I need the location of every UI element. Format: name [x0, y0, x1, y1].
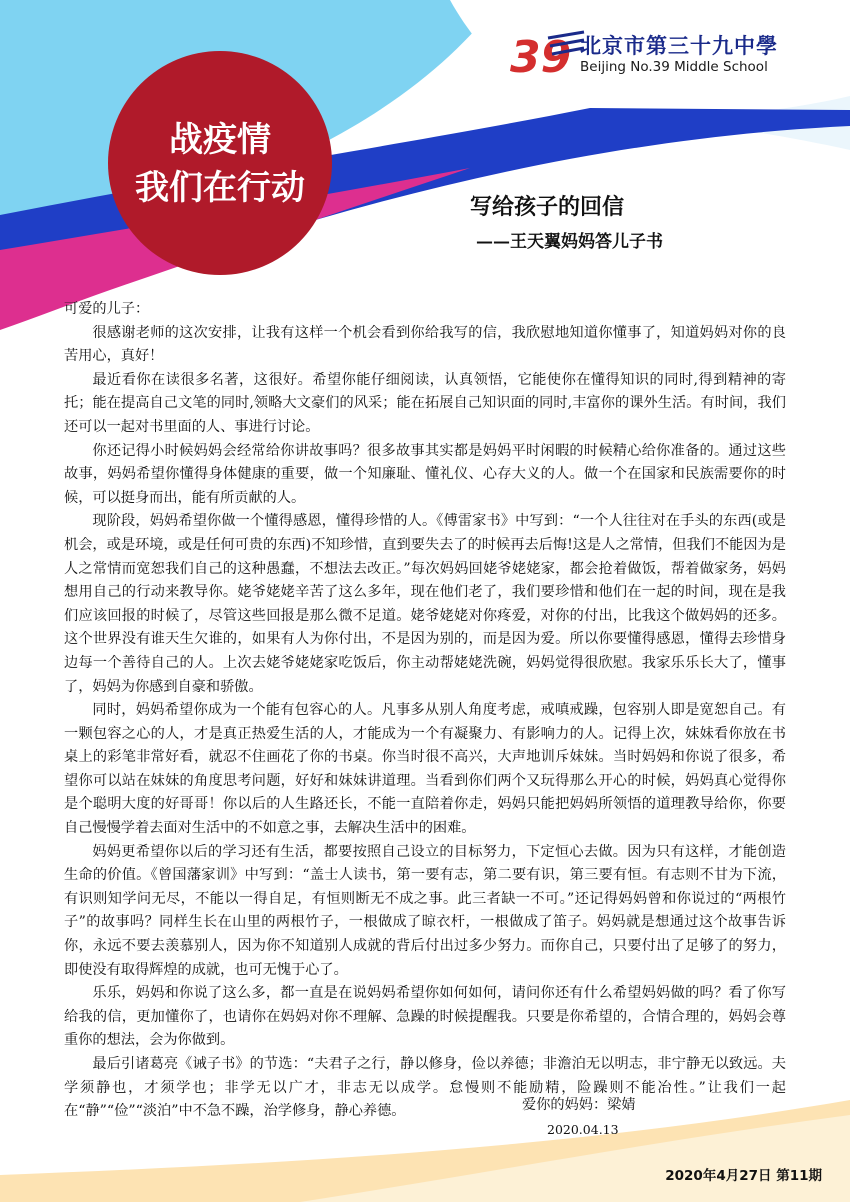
school-name-english: Beijing No.39 Middle School — [580, 59, 768, 75]
article-title: 写给孩子的回信 — [470, 194, 625, 220]
letter-paragraph: 最后引诸葛亮《诫子书》的节选：“夫君子之行，静以修身，俭以养德；非澹泊无以明志，非宁静无以致远。夫学须静也，才须学也；非学无以广才，非志无以成学。怠慢则不能励精，险躁则不能冶性。”让我们一起在“静”“俭”“淡泊”中不急不躁，治学修身，静心养德。 — [64, 1056, 786, 1120]
letter-date: 2020.04.13 — [547, 1122, 619, 1137]
school-logo-icon — [508, 28, 588, 80]
letter-body — [64, 298, 786, 1124]
school-logo-numeral: 39 — [510, 32, 572, 80]
issue-date-label: 2020年4月27日 第11期 — [665, 1168, 822, 1184]
letter-salutation: 可爱的儿子： — [64, 301, 150, 317]
school-name-chinese: 北京市第三十九中學 — [580, 34, 778, 58]
letter-paragraph: 同时，妈妈希望你成为一个能有包容心的人。凡事多从别人角度考虑，戒嗔戒躁，包容别人即是宽恕自己。有一颗包容之心的人，才是真正热爱生活的人，才能成为一个有凝聚力、有影响力的人。记得上次，妹妹看你放在书桌上的彩笔非常好看，就忍不住画花了你的书桌。你当时很不高兴，大声地训斥妹妹。当时妈妈和你说了很多，希望你可以站在妹妹的角度思考问题，好好和妹妹讲道理。当看到你们两个又玩得那么开心的时候，妈妈真心觉得你是个聪明大度的好哥哥！你以后的人生路还长，不能一直陪着你走，妈妈只能把妈妈所领悟的道理教导给你，你要自己慢慢学着去面对生活中的不如意之事，去解决生活中的困难。 — [64, 702, 786, 837]
letter-paragraph: 妈妈更希望你以后的学习还有生活，都要按照自己设立的目标努力，下定恒心去做。因为只有这样，才能创造生命的价值。《曾国藩家训》中写到：“盖士人读书，第一要有志，第二要有识，第三要有恒。有志则不甘为下流，有识则知学问无尽，不能以一得自足，有恒则断无不成之事。此三者缺一不可。”还记得妈妈曾和你说过的“两根竹子”的故事吗？同样生长在山里的两根竹子，一根做成了晾衣杆，一根做成了笛子。妈妈就是想通过这个故事告诉你，永远不要去羡慕别人，因为你不知道别人成就的背后付出过多少努力。而你自己，只要付出了足够了的努力，即使没有取得辉煌的成就，也可无愧于心了。 — [64, 843, 786, 978]
banner-line-1: 战疫情 — [169, 120, 271, 160]
letter-paragraph: 很感谢老师的这次安排，让我有这样一个机会看到你给我写的信，我欣慰地知道你懂事了，知道妈妈对你的良苦用心，真好！ — [64, 324, 786, 365]
banner-line-2: 我们在行动 — [135, 168, 305, 208]
article-subtitle: ——王天翼妈妈答儿子书 — [476, 232, 663, 252]
letter-paragraph: 你还记得小时候妈妈会经常给你讲故事吗？很多故事其实都是妈妈平时闲暇的时候精心给你准备的。通过这些故事，妈妈希望你懂得身体健康的重要，做一个知廉耻、懂礼仪、心存大义的人。做一个在国家和民族需要你的时候，可以挺身而出，能有所贡献的人。 — [64, 442, 786, 506]
letter-signature: 爱你的妈妈：梁婧 — [522, 1097, 636, 1113]
letter-paragraph: 最近看你在读很多名著，这很好。希望你能仔细阅读，认真领悟，它能使你在懂得知识的同时,得到精神的寄托；能在提高自己文笔的同时,领略大文豪们的风采；能在拓展自己知识面的同时,丰富你的课外生活。有时间，我们还可以一起对书里面的人、事进行讨论。 — [64, 371, 786, 435]
letter-paragraph: 现阶段，妈妈希望你做一个懂得感恩，懂得珍惜的人。《傅雷家书》中写到：“一个人往往对在手头的东西(或是机会，或是环境，或是任何可贵的东西)不知珍惜，直到要失去了的时候再去后悔!这是人之常情，但我们不能因为是人之常情而宽恕我们自己的这种愚蠢，不想法去改正。”每次妈妈回姥爷姥姥家，都会抢着做饭，帮着做家务，妈妈想用自己的行动来教导你。姥爷姥姥辛苦了这么多年，现在他们老了，我们要珍惜和他们在一起的时间，现在是我们应该回报的时候了，尽管这些回报是那么微不足道。姥爷姥姥对你疼爱，对你的付出，比我这个做妈妈的还多。这个世界没有谁天生欠谁的，如果有人为你付出，不是因为别的，而是因为爱。所以你要懂得感恩，懂得去珍惜身边每一个善待自己的人。上次去姥爷姥姥家吃饭后，你主动帮姥姥洗碗，妈妈觉得很欣慰。我家乐乐长大了，懂事了，妈妈为你感到自豪和骄傲。 — [64, 513, 786, 695]
letter-paragraph: 乐乐，妈妈和你说了这么多，都一直是在说妈妈希望你如何如何，请问你还有什么希望妈妈做的吗？看了你写给我的信，更加懂你了，也请你在妈妈对你不理解、急躁的时候提醒我。只要是你希望的，合情合理的，妈妈会尊重你的想法，会为你做到。 — [64, 985, 786, 1049]
